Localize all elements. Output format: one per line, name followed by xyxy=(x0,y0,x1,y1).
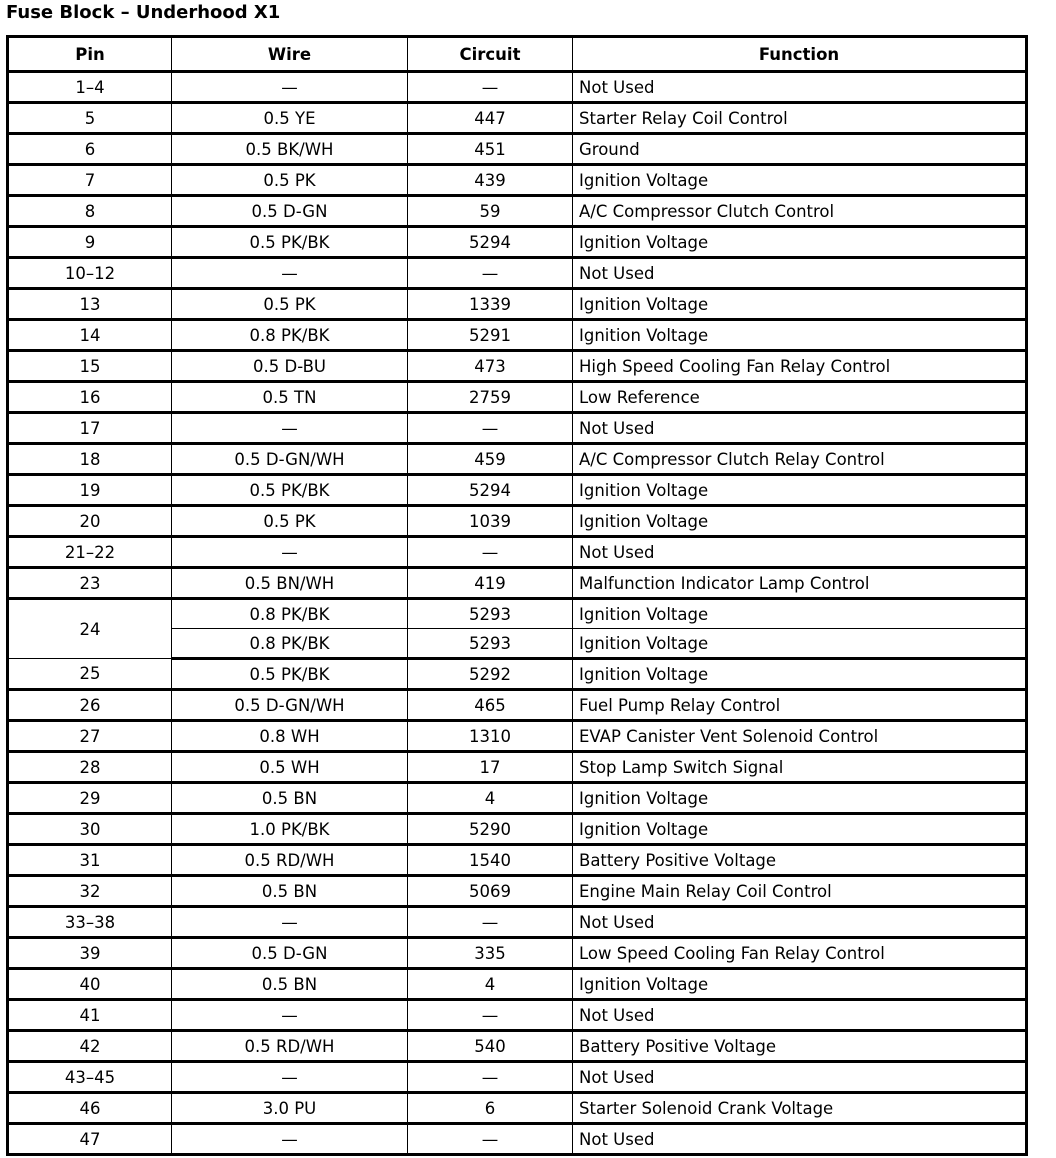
function-cell: Ignition Voltage xyxy=(573,599,1027,629)
wire-cell: 0.5 TN xyxy=(172,382,408,413)
function-cell: Stop Lamp Switch Signal xyxy=(573,752,1027,783)
page-title: Fuse Block – Underhood X1 xyxy=(6,2,281,23)
table-row xyxy=(8,1031,1027,1062)
pin-cell: 25 xyxy=(8,659,172,690)
pin-cell: 46 xyxy=(8,1093,172,1124)
wire-cell: 0.5 D-GN xyxy=(172,196,408,227)
pin-cell: 7 xyxy=(8,165,172,196)
table-row xyxy=(8,659,1027,690)
circuit-cell: 335 xyxy=(408,938,573,969)
wire-cell: 0.5 YE xyxy=(172,103,408,134)
circuit-cell: — xyxy=(408,1000,573,1031)
circuit-cell: 5291 xyxy=(408,320,573,351)
wire-cell: — xyxy=(172,537,408,568)
table-row xyxy=(8,752,1027,783)
wire-cell: 0.5 PK/BK xyxy=(172,227,408,258)
pin-cell: 40 xyxy=(8,969,172,1000)
table-row xyxy=(8,196,1027,227)
function-cell: Ignition Voltage xyxy=(573,320,1027,351)
circuit-cell: 59 xyxy=(408,196,573,227)
pin-cell: 47 xyxy=(8,1124,172,1155)
circuit-cell: 465 xyxy=(408,690,573,721)
wire-cell: 0.5 BN xyxy=(172,969,408,1000)
pin-cell: 9 xyxy=(8,227,172,258)
wire-cell: 1.0 PK/BK xyxy=(172,814,408,845)
circuit-cell: — xyxy=(408,258,573,289)
table-row xyxy=(8,690,1027,721)
circuit-cell: 473 xyxy=(408,351,573,382)
pin-cell: 28 xyxy=(8,752,172,783)
function-cell: Ground xyxy=(573,134,1027,165)
pin-cell: 43–45 xyxy=(8,1062,172,1093)
function-cell: Ignition Voltage xyxy=(573,475,1027,506)
circuit-cell: 447 xyxy=(408,103,573,134)
table-row xyxy=(8,382,1027,413)
circuit-cell: 17 xyxy=(408,752,573,783)
table-row xyxy=(8,876,1027,907)
table-row xyxy=(8,320,1027,351)
table-row xyxy=(8,475,1027,506)
wire-cell: 0.5 BN/WH xyxy=(172,568,408,599)
pin-cell: 6 xyxy=(8,134,172,165)
circuit-cell: 5294 xyxy=(408,227,573,258)
wire-cell: 0.5 BN xyxy=(172,876,408,907)
function-cell: Low Reference xyxy=(573,382,1027,413)
circuit-cell: 5292 xyxy=(408,659,573,690)
function-cell: Ignition Voltage xyxy=(573,814,1027,845)
pin-cell: 31 xyxy=(8,845,172,876)
function-cell: Ignition Voltage xyxy=(573,659,1027,690)
pin-cell: 13 xyxy=(8,289,172,320)
table-row xyxy=(8,351,1027,382)
wire-cell: 0.8 WH xyxy=(172,721,408,752)
circuit-cell: 459 xyxy=(408,444,573,475)
table-row xyxy=(8,1093,1027,1124)
pin-cell: 8 xyxy=(8,196,172,227)
table-row xyxy=(8,537,1027,568)
wire-cell: 0.5 BN xyxy=(172,783,408,814)
table-row xyxy=(8,227,1027,258)
pin-cell: 24 xyxy=(8,599,172,659)
circuit-cell: 5069 xyxy=(408,876,573,907)
pin-cell: 18 xyxy=(8,444,172,475)
function-cell: Not Used xyxy=(573,1124,1027,1155)
circuit-cell: 1339 xyxy=(408,289,573,320)
table-row xyxy=(8,599,1027,629)
wire-cell: — xyxy=(172,413,408,444)
pin-cell: 32 xyxy=(8,876,172,907)
function-cell: Ignition Voltage xyxy=(573,783,1027,814)
wire-cell: 0.5 PK/BK xyxy=(172,659,408,690)
table-row xyxy=(8,907,1027,938)
circuit-cell: 419 xyxy=(408,568,573,599)
wire-cell: 0.5 D-GN/WH xyxy=(172,690,408,721)
function-cell: Ignition Voltage xyxy=(573,165,1027,196)
table-row xyxy=(8,1124,1027,1155)
circuit-cell: 1039 xyxy=(408,506,573,537)
pin-cell: 42 xyxy=(8,1031,172,1062)
function-cell: EVAP Canister Vent Solenoid Control xyxy=(573,721,1027,752)
table-row xyxy=(8,783,1027,814)
table-row xyxy=(8,413,1027,444)
function-cell: Starter Solenoid Crank Voltage xyxy=(573,1093,1027,1124)
circuit-cell: — xyxy=(408,413,573,444)
function-cell: Not Used xyxy=(573,1000,1027,1031)
function-cell: Engine Main Relay Coil Control xyxy=(573,876,1027,907)
wire-cell: 0.5 BK/WH xyxy=(172,134,408,165)
pin-cell: 20 xyxy=(8,506,172,537)
table-row xyxy=(8,103,1027,134)
circuit-cell: 5290 xyxy=(408,814,573,845)
circuit-cell: 5294 xyxy=(408,475,573,506)
wire-column-header: Wire xyxy=(172,37,408,72)
wire-cell: 0.8 PK/BK xyxy=(172,320,408,351)
function-cell: Ignition Voltage xyxy=(573,289,1027,320)
pin-cell: 29 xyxy=(8,783,172,814)
wire-cell: 0.5 PK xyxy=(172,506,408,537)
wire-cell: — xyxy=(172,1000,408,1031)
pinout-table xyxy=(6,35,1028,1156)
circuit-cell: 6 xyxy=(408,1093,573,1124)
circuit-cell: — xyxy=(408,1062,573,1093)
header-row xyxy=(8,37,1027,72)
circuit-cell: — xyxy=(408,72,573,103)
wire-cell: — xyxy=(172,258,408,289)
wire-cell: 0.5 PK xyxy=(172,289,408,320)
function-cell: Malfunction Indicator Lamp Control xyxy=(573,568,1027,599)
circuit-cell: 1540 xyxy=(408,845,573,876)
table-row xyxy=(8,506,1027,537)
function-cell: Not Used xyxy=(573,72,1027,103)
table-row xyxy=(8,1062,1027,1093)
pin-cell: 14 xyxy=(8,320,172,351)
wire-cell: 0.5 WH xyxy=(172,752,408,783)
pin-cell: 15 xyxy=(8,351,172,382)
pin-cell: 26 xyxy=(8,690,172,721)
wire-cell: 3.0 PU xyxy=(172,1093,408,1124)
function-cell: Battery Positive Voltage xyxy=(573,1031,1027,1062)
table-row xyxy=(8,1000,1027,1031)
function-cell: Not Used xyxy=(573,537,1027,568)
wire-cell: 0.5 PK/BK xyxy=(172,475,408,506)
circuit-cell: 4 xyxy=(408,969,573,1000)
circuit-cell: 2759 xyxy=(408,382,573,413)
pin-cell: 1–4 xyxy=(8,72,172,103)
function-cell: Ignition Voltage xyxy=(573,227,1027,258)
circuit-cell: 5293 xyxy=(408,629,573,659)
function-cell: Not Used xyxy=(573,1062,1027,1093)
pin-cell: 16 xyxy=(8,382,172,413)
pin-cell: 23 xyxy=(8,568,172,599)
table-row xyxy=(8,289,1027,320)
function-cell: Battery Positive Voltage xyxy=(573,845,1027,876)
table-row xyxy=(8,969,1027,1000)
circuit-cell: — xyxy=(408,537,573,568)
table-row xyxy=(8,568,1027,599)
pin-cell: 33–38 xyxy=(8,907,172,938)
pin-cell: 19 xyxy=(8,475,172,506)
wire-cell: — xyxy=(172,1124,408,1155)
table-row xyxy=(8,165,1027,196)
circuit-cell: 1310 xyxy=(408,721,573,752)
pin-column-header: Pin xyxy=(8,37,172,72)
function-cell: Ignition Voltage xyxy=(573,969,1027,1000)
wire-cell: 0.5 RD/WH xyxy=(172,845,408,876)
function-cell: Starter Relay Coil Control xyxy=(573,103,1027,134)
table-row xyxy=(8,721,1027,752)
circuit-cell: 439 xyxy=(408,165,573,196)
wire-cell: — xyxy=(172,72,408,103)
function-cell: A/C Compressor Clutch Relay Control xyxy=(573,444,1027,475)
table-row xyxy=(8,258,1027,289)
circuit-column-header: Circuit xyxy=(408,37,573,72)
table-row xyxy=(8,444,1027,475)
pin-cell: 17 xyxy=(8,413,172,444)
wire-cell: 0.5 D-BU xyxy=(172,351,408,382)
pin-cell: 10–12 xyxy=(8,258,172,289)
circuit-cell: — xyxy=(408,907,573,938)
pin-cell: 21–22 xyxy=(8,537,172,568)
function-cell: Not Used xyxy=(573,258,1027,289)
wire-cell: 0.8 PK/BK xyxy=(172,629,408,659)
function-cell: Not Used xyxy=(573,413,1027,444)
function-cell: Fuel Pump Relay Control xyxy=(573,690,1027,721)
table-row xyxy=(8,814,1027,845)
circuit-cell: 5293 xyxy=(408,599,573,629)
function-cell: Ignition Voltage xyxy=(573,629,1027,659)
function-cell: Ignition Voltage xyxy=(573,506,1027,537)
function-cell: A/C Compressor Clutch Control xyxy=(573,196,1027,227)
wire-cell: — xyxy=(172,1062,408,1093)
pin-cell: 41 xyxy=(8,1000,172,1031)
pin-cell: 30 xyxy=(8,814,172,845)
wire-cell: 0.5 D-GN xyxy=(172,938,408,969)
circuit-cell: — xyxy=(408,1124,573,1155)
function-cell: Not Used xyxy=(573,907,1027,938)
function-column-header: Function xyxy=(573,37,1027,72)
wire-cell: 0.8 PK/BK xyxy=(172,599,408,629)
circuit-cell: 540 xyxy=(408,1031,573,1062)
circuit-cell: 4 xyxy=(408,783,573,814)
wire-cell: 0.5 RD/WH xyxy=(172,1031,408,1062)
table-row xyxy=(8,845,1027,876)
table-row xyxy=(8,938,1027,969)
function-cell: High Speed Cooling Fan Relay Control xyxy=(573,351,1027,382)
table-row xyxy=(8,134,1027,165)
pinout-table-body xyxy=(8,72,1027,1155)
circuit-cell: 451 xyxy=(408,134,573,165)
table-row xyxy=(8,72,1027,103)
wire-cell: 0.5 D-GN/WH xyxy=(172,444,408,475)
pin-cell: 5 xyxy=(8,103,172,134)
pin-cell: 39 xyxy=(8,938,172,969)
pin-cell: 27 xyxy=(8,721,172,752)
wire-cell: 0.5 PK xyxy=(172,165,408,196)
wire-cell: — xyxy=(172,907,408,938)
function-cell: Low Speed Cooling Fan Relay Control xyxy=(573,938,1027,969)
